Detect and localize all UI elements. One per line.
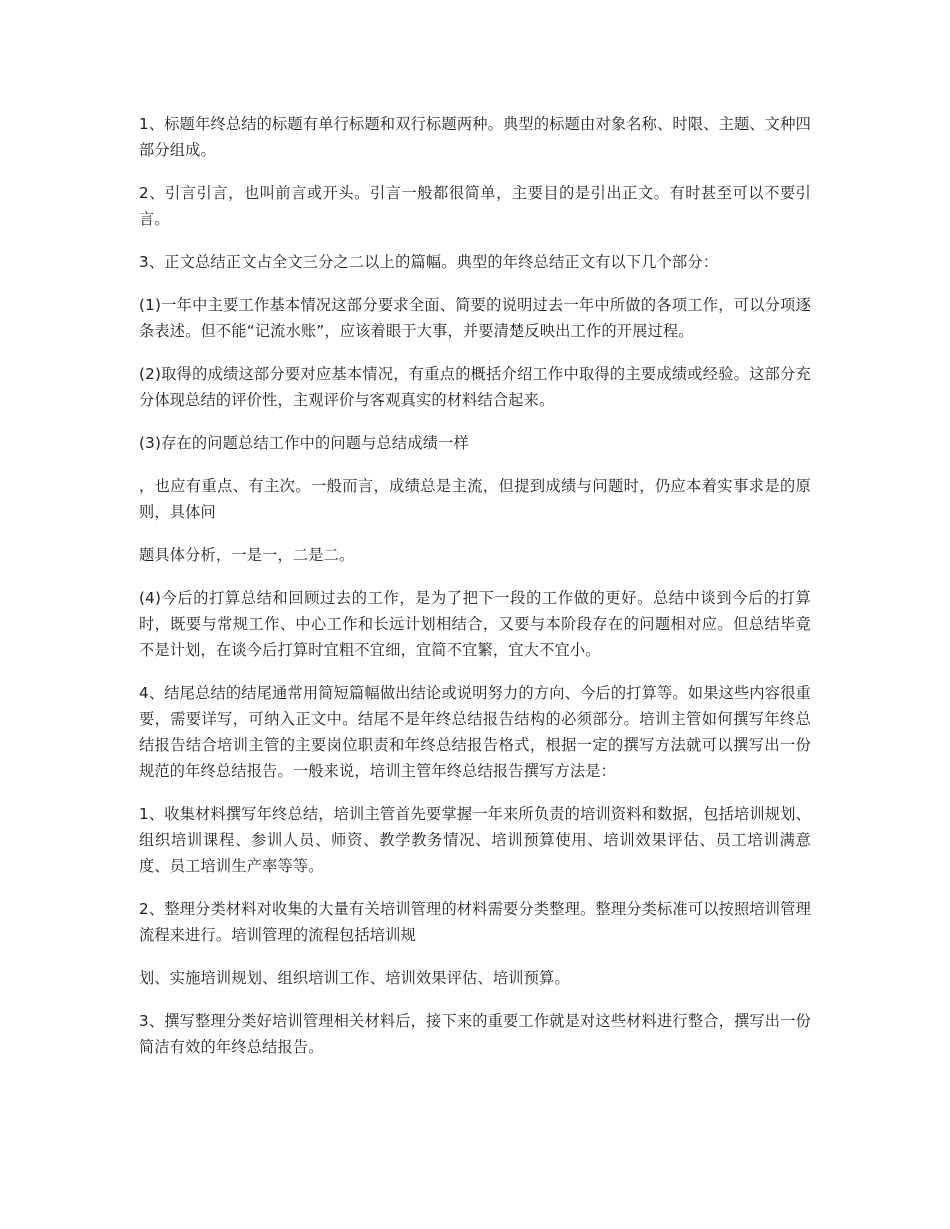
paragraph-problems-start: (3)存在的问题总结工作中的问题与总结成绩一样	[139, 434, 469, 452]
paragraph-write-report: 3、撰写整理分类好培训管理相关材料后，接下来的重要工作就是对这些材料进行整合，撰写出一份简洁有效的年终总结报告。	[139, 1012, 811, 1056]
paragraph-conclusion: 4、结尾总结的结尾通常用简短篇幅做出结论或说明努力的方向、今后的打算等。如果这些内容很重要，需要详写，可纳入正文中。结尾不是年终总结报告结构的必须部分。培训主管如何撰写年终总结报告结合培训主管的主要岗位职责和年终总结报告格式，根据一定的撰写方法就可以撰写出一份规范的年终总结报告。一般来说，培训主管年终总结报告撰写方法是：	[139, 684, 811, 780]
paragraph-organize-materials: 2、整理分类材料对收集的大量有关培训管理的材料需要分类整理。整理分类标准可以按照培训管理流程来进行。培训管理的流程包括培训规	[139, 900, 811, 944]
paragraph-future-plans: (4)今后的打算总结和回顾过去的工作，是为了把下一段的工作做的更好。总结中谈到今后的打算时，既要与常规工作、中心工作和长远计划相结合，又要与本阶段存在的问题相对应。但总结毕竟不是计划，在谈今后打算时宜粗不宜细，宜简不宜繁，宜大不宜小。	[139, 589, 811, 659]
paragraph-introduction: 2、引言引言，也叫前言或开头。引言一般都很简单，主要目的是引出正文。有时甚至可以不要引言。	[139, 184, 811, 228]
paragraph-achievements: (2)取得的成绩这部分要对应基本情况，有重点的概括介绍工作中取得的主要成绩或经验。这部分充分体现总结的评价性，主观评价与客观真实的材料结合起来。	[139, 365, 811, 409]
paragraph-problems-middle: ，也应有重点、有主次。一般而言，成绩总是主流，但提到成绩与问题时，仍应本着实事求是的原则，具体问	[139, 477, 811, 521]
document-body	[139, 111, 811, 1077]
paragraph-collect-materials: 1、收集材料撰写年终总结，培训主管首先要掌握一年来所负责的培训资料和数据，包括培训规划、组织培训课程、参训人员、师资、教学教务情况、培训预算使用、培训效果评估、员工培训满意度、员工培训生产率等等。	[139, 805, 811, 875]
paragraph-organize-materials-cont: 划、实施培训规划、组织培训工作、培训效果评估、培训预算。	[139, 969, 570, 987]
paragraph-basic-situation: (1)一年中主要工作基本情况这部分要求全面、简要的说明过去一年中所做的各项工作，可以分项逐条表述。但不能“记流水账”，应该着眼于大事，并要清楚反映出工作的开展过程。	[139, 296, 811, 340]
paragraph-problems-end: 题具体分析，一是一，二是二。	[139, 546, 355, 564]
paragraph-title-section: 1、标题年终总结的标题有单行标题和双行标题两种。典型的标题由对象名称、时限、主题、文种四部分组成。	[139, 115, 811, 159]
paragraph-main-body: 3、正文总结正文占全文三分之二以上的篇幅。典型的年终总结正文有以下几个部分：	[139, 253, 719, 271]
